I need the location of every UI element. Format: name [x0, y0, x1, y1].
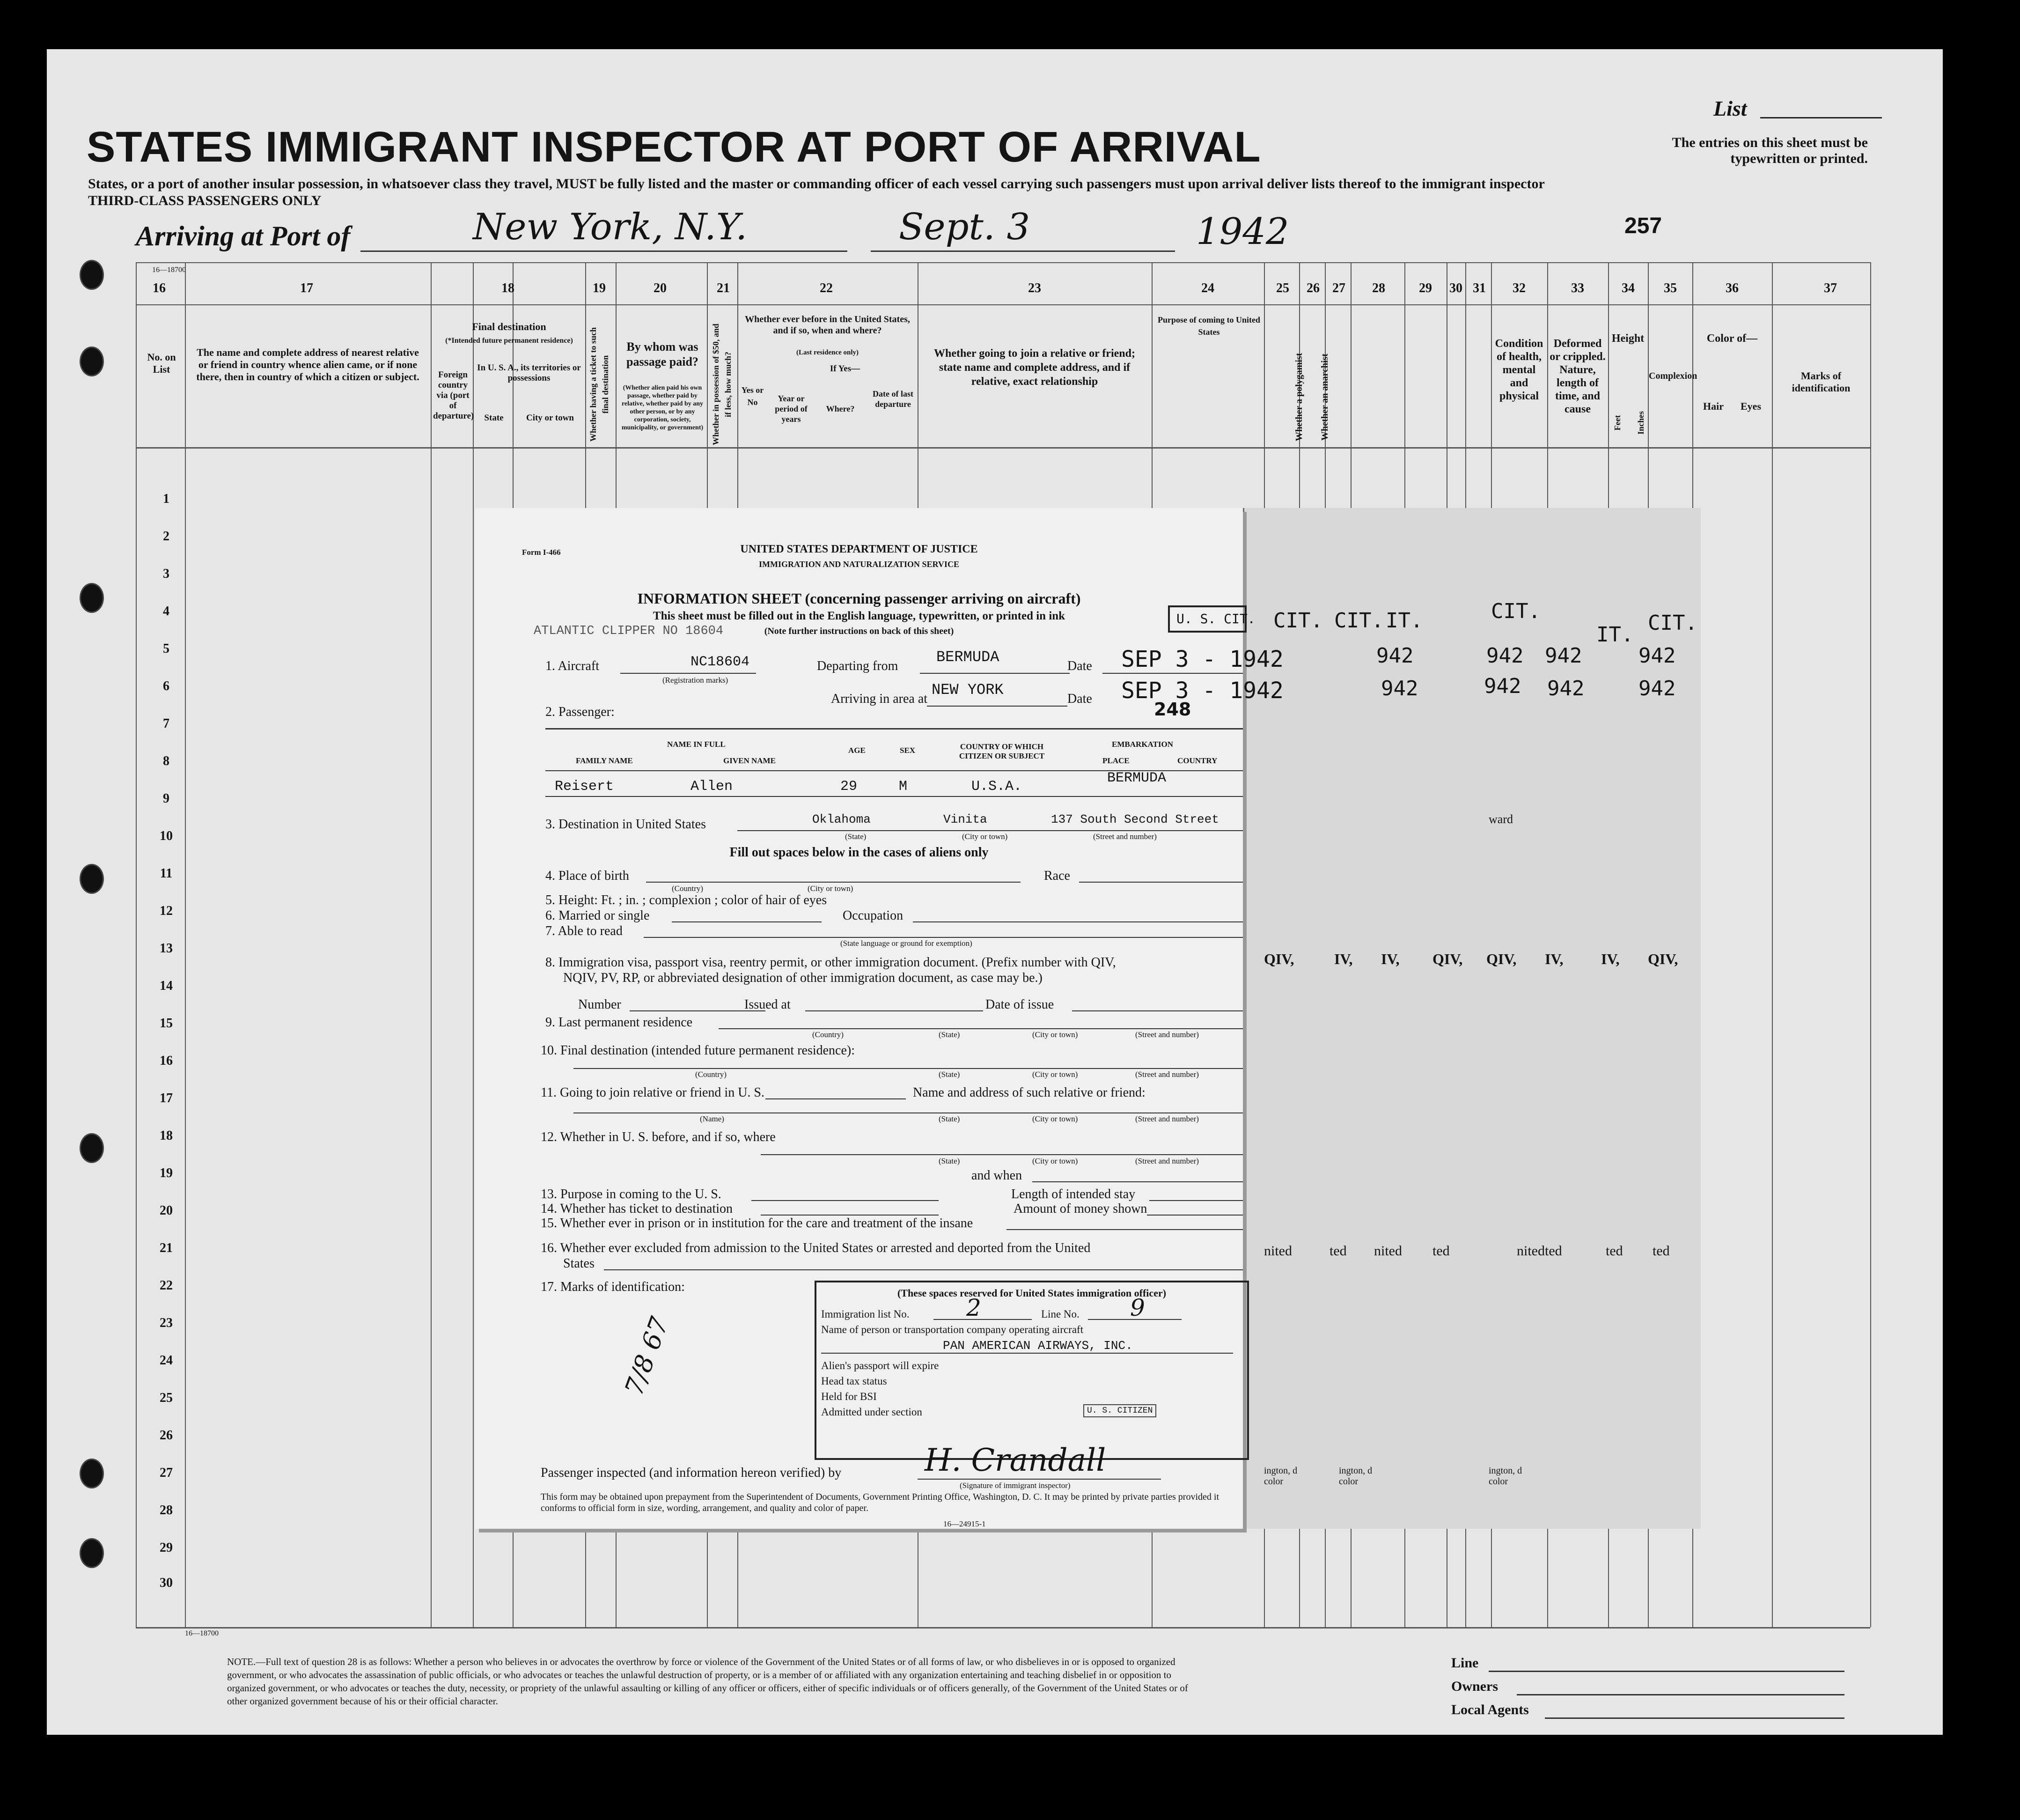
sub-street: (Street and number) [1093, 832, 1157, 841]
sub-street-5: (Street and number) [1135, 1157, 1199, 1165]
header-color-of: Color of— [1706, 332, 1758, 345]
q14b: Amount of money shown [1014, 1201, 1147, 1216]
inspector-signature: H. Crandall [925, 1442, 1106, 1478]
sex: M [899, 779, 908, 795]
sub-city-2: (City or town) [808, 884, 853, 893]
strip-year: 942 [1484, 674, 1521, 698]
column-number: 25 [1276, 281, 1289, 295]
column-number: 18 [501, 281, 514, 295]
dest-line [737, 830, 1243, 831]
strip-ington: ington, d color [1264, 1466, 1298, 1487]
strip-qiv: QIV, [1432, 951, 1463, 967]
age: 29 [840, 779, 858, 795]
col-country2: COUNTRY [1177, 756, 1218, 765]
header-yes-or-no: Yes or No [741, 385, 764, 407]
row-number: 7 [163, 716, 169, 731]
row-number: 8 [163, 754, 169, 768]
header-city: City or town [526, 413, 574, 423]
aircraft-value: NC18604 [690, 654, 750, 670]
strip-year: 942 [1376, 644, 1414, 668]
strip-cit: CIT. [1648, 611, 1697, 635]
header-year-period: Year or period of years [775, 394, 808, 424]
row-number: 13 [160, 941, 173, 956]
punch-hole [80, 864, 104, 894]
row-number: 16 [160, 1054, 173, 1068]
passport-expire: Alien's passport will expire [821, 1360, 939, 1371]
strip-ted: ted [1653, 1243, 1670, 1259]
strip-year: 942 [1486, 644, 1524, 668]
departing-line [920, 673, 1070, 674]
strip-qiv: QIV, [1264, 951, 1294, 967]
inspected-label: Passenger inspected (and information hereon verified) by [541, 1466, 842, 1480]
q7: 7. Able to read [545, 924, 623, 938]
strip-ted: ted [1545, 1243, 1562, 1259]
date-arrival: SEP 3 - 1942 [1121, 678, 1284, 704]
given-name: Allen [690, 779, 733, 795]
list-label: List [1713, 96, 1747, 120]
form-footer-code: 16—24915-1 [943, 1519, 986, 1528]
dest-state: Oklahoma [812, 812, 871, 826]
date-line [871, 251, 1175, 252]
row-number: 18 [160, 1128, 173, 1143]
strip-cit: CIT. [1491, 599, 1541, 623]
arriving-line [927, 706, 1067, 707]
q6-line [672, 921, 822, 922]
strip-united: nited [1374, 1243, 1402, 1259]
col-family: FAMILY NAME [576, 756, 633, 765]
arriving-label: Arriving in area at [831, 692, 928, 706]
row-number: 26 [160, 1428, 173, 1443]
col-border [136, 262, 137, 1627]
header-ever-before: Whether ever before in the United States, and if so, when and where? [745, 314, 910, 336]
col-embark: EMBARKATION [1112, 740, 1173, 749]
punch-hole [80, 260, 104, 290]
q14-line [761, 1215, 939, 1216]
punch-hole [80, 346, 104, 376]
strip-ington: ington, d color [1339, 1466, 1373, 1487]
q14b-line [1147, 1215, 1243, 1216]
port-handwritten: New York, N.Y. [473, 206, 748, 248]
row-number: 5 [163, 641, 169, 656]
q6-occupation: Occupation [843, 908, 903, 923]
header-nearest-relative: The name and complete address of nearest relative or friend in country whence alien came, or if none there, then in country of which a citizen or subject. [196, 346, 419, 383]
strip-iv: IV, [1334, 951, 1353, 967]
header-hair: Hair [1703, 400, 1724, 412]
sub-city-5: (City or town) [1032, 1114, 1078, 1123]
header-marks: Marks of identification [1792, 370, 1851, 394]
row-number: 4 [163, 604, 169, 619]
row-number: 17 [160, 1091, 173, 1105]
punch-hole [80, 1133, 104, 1163]
sub-country-2: (Country) [812, 1030, 844, 1039]
imm-list-label: Immigration list No. [821, 1308, 910, 1320]
strip-cit: CIT. [1334, 609, 1384, 633]
sub-city-3: (City or town) [1032, 1030, 1078, 1039]
race-line [1079, 882, 1243, 883]
column-number: 37 [1824, 281, 1837, 295]
admitted-under: Admitted under section [821, 1406, 922, 1418]
line-label: Line No. [1041, 1308, 1080, 1320]
header-inches: Inches [1636, 411, 1645, 435]
row-number: 2 [163, 529, 169, 544]
strip-ington: ington, d color [1489, 1466, 1522, 1487]
header-where: Where? [826, 404, 855, 413]
line-no-value: 9 [1130, 1294, 1145, 1321]
citizenship: U.S.A. [971, 779, 1022, 795]
signature-sub: (Signature of immigrant inspector) [960, 1481, 1071, 1490]
q9: 9. Last permanent residence [545, 1015, 693, 1030]
q17: 17. Marks of identification: [541, 1280, 685, 1294]
date-label-2: Date [1067, 692, 1092, 706]
column-number: 29 [1419, 281, 1432, 295]
note-back: (Note further instructions on back of this sheet) [764, 626, 954, 636]
q16b: States [563, 1256, 595, 1271]
grid-line [136, 1627, 1870, 1628]
form-subtitle: This sheet must be filled out in the English language, typewritten, or printed in ink [653, 610, 1065, 622]
q2-label: 2. Passenger: [545, 705, 615, 719]
q11-line [765, 1098, 906, 1099]
row-number: 29 [160, 1540, 173, 1555]
typewritten-note: The entries on this sheet must be typewritten or printed. [1672, 135, 1868, 166]
q8-number: Number [578, 997, 621, 1012]
year-handwritten: 1942 [1196, 211, 1289, 253]
col-border [1870, 262, 1871, 1627]
column-number: 23 [1028, 281, 1041, 295]
admitted-stamp: U. S. CITIZEN [1083, 1404, 1156, 1417]
column-number: 21 [717, 281, 730, 295]
passenger-table-top [545, 728, 1243, 729]
q4-race: Race [1044, 869, 1070, 883]
col-name-full: NAME IN FULL [667, 740, 726, 749]
class-line: THIRD-CLASS PASSENGERS ONLY [88, 193, 322, 208]
row-number: 10 [160, 829, 173, 843]
family-name: Reisert [555, 779, 614, 795]
date-dep-line [1102, 673, 1243, 674]
instructions: States, or a port of another insular possession, in whatsoever class they travel, MUST be fully listed and the master or commanding officer of each vessel carrying such passengers must upon arrival deliver lists thereof to the immigrant inspector THIRD-CLASS PASSENGERS ONLY [88, 176, 1545, 208]
header-possession-50: Whether in possession of $50, and if less, how much? [711, 324, 733, 445]
row-number: 6 [163, 679, 169, 693]
header-if-yes: If Yes— [830, 364, 860, 374]
sub-country: (Country) [672, 884, 704, 893]
column-number: 16 [153, 281, 166, 295]
col-sex: SEX [900, 746, 916, 755]
header-final-destination: Final destination [472, 321, 546, 332]
header-passage-sub: (Whether alien paid his own passage, whether paid by relative, whether paid by any other person, or by any corporation, society, municipality, or government) [621, 384, 704, 431]
signature-line-label: Line [1451, 1655, 1479, 1671]
header-in-usa: In U. S. A., its territories or possessions [477, 363, 581, 383]
row-number: 23 [160, 1316, 173, 1330]
row-number: 25 [160, 1391, 173, 1405]
sub-state-5: (State) [939, 1157, 960, 1165]
date-departure: SEP 3 - 1942 [1121, 646, 1284, 672]
header-no-on-list: No. on List [147, 351, 176, 375]
header-date-departure: Date of last departure [873, 389, 913, 409]
clipper-stamp: ATLANTIC CLIPPER NO 18604 [534, 624, 724, 638]
sub-name: (Name) [700, 1114, 724, 1123]
sub-state-4: (State) [939, 1114, 960, 1123]
form-footer: This form may be obtained upon prepayment from the Superintendent of Documents, Government Printing Office, Washington, D. C. It may be printed by private parties provided it conforms to official form in size, wording, arrangement, and quality and color of paper. [541, 1492, 1219, 1513]
local-agents-label: Local Agents [1451, 1702, 1529, 1717]
column-number: 36 [1726, 281, 1739, 295]
q15-line [1006, 1229, 1243, 1230]
aircraft-line [620, 673, 756, 674]
q16: 16. Whether ever excluded from admission to the United States or arrested and deported from the United [541, 1241, 1091, 1255]
strip-ted: ted [1432, 1243, 1450, 1259]
strip-ted: ted [1606, 1243, 1623, 1259]
strip-qiv: QIV, [1486, 951, 1517, 967]
column-number: 19 [593, 281, 606, 295]
signature-line [918, 1479, 1161, 1480]
column-number: 27 [1332, 281, 1345, 295]
q6: 6. Married or single [545, 908, 650, 923]
column-number: 33 [1571, 281, 1584, 295]
department: UNITED STATES DEPARTMENT OF JUSTICE [740, 543, 978, 555]
header-foreign-country: Foreign country via (port of departure) [433, 370, 474, 421]
column-number: 22 [820, 281, 833, 295]
q15: 15. Whether ever in prison or in institution for the care and treatment of the insane [541, 1216, 973, 1231]
q11b: Name and address of such relative or friend: [913, 1085, 1146, 1100]
column-number: 35 [1664, 281, 1677, 295]
sub-country-3: (Country) [695, 1070, 727, 1079]
header-height: Height [1611, 332, 1645, 345]
q3-label: 3. Destination in United States [545, 817, 706, 832]
column-number: 31 [1473, 281, 1486, 295]
q13b-line [1149, 1200, 1243, 1201]
q12: 12. Whether in U. S. before, and if so, where [541, 1130, 776, 1144]
line-no-line [1088, 1319, 1182, 1320]
q8-date-line [1072, 1010, 1243, 1011]
q7-line [644, 937, 1243, 938]
owners-label: Owners [1451, 1679, 1498, 1694]
handwritten-marks: 7/8 67 [619, 1313, 675, 1400]
reg-marks: (Registration marks) [662, 676, 728, 685]
sub-city: (City or town) [962, 832, 1008, 841]
q12b: and when [971, 1168, 1022, 1183]
sub-street-4: (Street and number) [1135, 1114, 1199, 1123]
q8-date: Date of issue [985, 997, 1054, 1012]
column-number: 26 [1307, 281, 1320, 295]
q16-line [604, 1269, 1243, 1270]
q8-issued-line [805, 1010, 983, 1011]
grid-line [136, 304, 1870, 305]
held-bsi: Held for BSI [821, 1391, 877, 1402]
imm-list-line [933, 1319, 1032, 1320]
form-code-bottom: 16—18700 [185, 1629, 219, 1637]
strip-year: 942 [1638, 644, 1676, 668]
strip-iv: IV, [1601, 951, 1620, 967]
strip-year: 942 [1381, 677, 1418, 700]
sub-street-2: (Street and number) [1135, 1030, 1199, 1039]
departing-value: BERMUDA [936, 648, 999, 666]
row-number: 19 [160, 1166, 173, 1180]
header-state: State [484, 413, 504, 423]
row-number: 24 [160, 1353, 173, 1368]
punch-hole [80, 1459, 104, 1488]
column-number: 24 [1201, 281, 1214, 295]
departing-label: Departing from [817, 659, 898, 673]
col-border [473, 262, 474, 1627]
header-join-relative: Whether going to join a relative or friend; state name and complete address, and if relative, exact relationship [934, 347, 1135, 388]
punch-hole [80, 583, 104, 613]
strip-ted: ted [1330, 1243, 1347, 1259]
local-agents-rule [1545, 1717, 1844, 1719]
uscit-stamp: U. S. CIT. [1176, 611, 1256, 626]
date-label: Date [1067, 659, 1092, 673]
sub-state-3: (State) [939, 1070, 960, 1079]
officer-box [815, 1281, 1249, 1460]
q10-line [573, 1068, 1243, 1069]
q13: 13. Purpose in coming to the U. S. [541, 1187, 721, 1201]
arriving-label: Arriving at Port of [136, 221, 351, 251]
grid-line [136, 447, 1870, 449]
sub-state: (State) [845, 832, 867, 841]
q12-line [761, 1154, 1243, 1155]
col-given: GIVEN NAME [723, 756, 776, 765]
strip-cit: IT. [1386, 609, 1423, 633]
q13-line [751, 1200, 939, 1201]
header-purpose: Purpose of coming to United States [1158, 315, 1260, 337]
q13b: Length of intended stay [1011, 1187, 1136, 1201]
form-title: INFORMATION SHEET (concerning passenger arriving on aircraft) [637, 590, 1081, 607]
header-anarchist: Whether an anarchist [1320, 354, 1330, 441]
col-border [185, 262, 186, 1627]
col-border [1772, 262, 1773, 1627]
strip-year: 942 [1638, 677, 1676, 700]
header-feet: Feet [1613, 415, 1622, 431]
column-number: 28 [1372, 281, 1385, 295]
date-handwritten: Sept. 3 [899, 206, 1030, 248]
q4: 4. Place of birth [545, 869, 629, 883]
strip-united: nited [1264, 1243, 1292, 1259]
strip-year: 942 [1545, 644, 1582, 668]
head-tax: Head tax status [821, 1375, 887, 1387]
q8: 8. Immigration visa, passport visa, reentry permit, or other immigration document. (Prefix number with QIV, [545, 955, 1116, 970]
form-code: 16—18700 [152, 266, 186, 274]
operator-value: PAN AMERICAN AIRWAYS, INC. [943, 1339, 1133, 1353]
header-final-destination-sub: (*Intended future permanent residence) [445, 337, 573, 345]
q8b: NQIV, PV, RP, or abbreviated designation of other immigration document, as case may be.) [563, 971, 1043, 985]
owners-rule [1517, 1694, 1844, 1695]
strip-cit: CIT. [1273, 609, 1323, 633]
q4-line [646, 882, 1021, 883]
row-number: 20 [160, 1203, 173, 1218]
row-number: 9 [163, 791, 169, 806]
row-number: 28 [160, 1503, 173, 1518]
header-polygamist: Whether a polygamist [1294, 353, 1304, 442]
row-number: 30 [160, 1576, 173, 1590]
service: IMMIGRATION AND NATURALIZATION SERVICE [759, 560, 959, 569]
page-number: 257 [1624, 214, 1662, 238]
arriving-value: NEW YORK [932, 681, 1004, 699]
sub-street-3: (Street and number) [1135, 1070, 1199, 1079]
row-number: 3 [163, 567, 169, 581]
embark-place: BERMUDA [1107, 770, 1167, 786]
row-number: 1 [163, 492, 169, 506]
signature-line-rule [1489, 1671, 1844, 1672]
grid-line [136, 262, 1870, 263]
row-number: 22 [160, 1278, 173, 1293]
strip-year: 942 [1547, 677, 1585, 700]
occupation-line [913, 921, 1243, 922]
col-place: PLACE [1102, 756, 1130, 765]
q11: 11. Going to join relative or friend in U. S. [541, 1085, 764, 1100]
header-condition: Condition of health, mental and physical [1495, 338, 1543, 402]
header-deformed: Deformed or crippled. Nature, length of time, and cause [1550, 338, 1606, 415]
dest-city: Vinita [943, 812, 987, 826]
col-border [431, 262, 432, 1627]
dest-street: 137 South Second Street [1051, 812, 1219, 826]
strip-iv: IV, [1545, 951, 1564, 967]
footnote-q28: NOTE.—Full text of question 28 is as follows: Whether a person who believes in or advocates the overthrow by force or violence of the Government of the United States or of all forms of law, or who disbelieves in or is opposed to organized government, or who advocates the assassination of public officials, or who advocates or teaches the unlawful destruction of property, or is a member of or affiliated with any organization entertaining and teaching disbelief in or opposition to organized government, or who advocates or teaches the duty, necessity, or propriety of the unlawful assaulting or killing of any officer or officers, either of specific individuals or of officers generally, of the Government of the United States or of other organized government because of his or their official character. [227, 1656, 1188, 1707]
officer-title: (These spaces reserved for United States immigration officer) [897, 1287, 1167, 1299]
operator-line [821, 1353, 1233, 1354]
aliens-only: Fill out spaces below in the cases of aliens only [729, 845, 989, 860]
number-248: 248 [1154, 699, 1191, 720]
row-number: 11 [160, 866, 173, 881]
column-number: 32 [1513, 281, 1526, 295]
header-last-residence: (Last residence only) [796, 349, 859, 356]
header-eyes: Eyes [1741, 400, 1761, 412]
strip-iv: IV, [1381, 951, 1400, 967]
row-number: 15 [160, 1016, 173, 1031]
passenger-table-bottom [545, 796, 1243, 797]
header-passage-paid: By whom was passage paid? [626, 340, 698, 368]
q12b-line [1032, 1181, 1243, 1182]
row-number: 27 [160, 1466, 173, 1480]
strip-ward: ward [1489, 812, 1513, 826]
column-number: 34 [1622, 281, 1635, 295]
q8-issued: Issued at [744, 997, 791, 1012]
port-line [360, 251, 847, 252]
row-number: 21 [160, 1241, 173, 1255]
row-number: 14 [160, 979, 173, 993]
sub-city-4: (City or town) [1032, 1070, 1078, 1079]
sub-state-2: (State) [939, 1030, 960, 1039]
q9-line [719, 1028, 1243, 1029]
sub-city-6: (City or town) [1032, 1157, 1078, 1165]
header-complexion: Complexion [1649, 371, 1697, 381]
col-country: COUNTRY OF WHICH CITIZEN OR SUBJECT [959, 742, 1045, 760]
punch-hole [80, 1538, 104, 1568]
column-number: 30 [1449, 281, 1462, 295]
q5: 5. Height: Ft. ; in. ; complexion ; color of hair of eyes [545, 893, 827, 907]
row-number: 12 [160, 904, 173, 918]
manifest-title: STATES IMMIGRANT INSPECTOR AT PORT OF ARRIVAL [87, 123, 1261, 171]
strip-qiv: QIV, [1648, 951, 1678, 967]
col-age: AGE [848, 746, 866, 755]
column-number: 17 [300, 281, 313, 295]
header-ticket: Whether having a ticket to such final destination [588, 327, 610, 442]
q10: 10. Final destination (intended future permanent residence): [541, 1043, 855, 1058]
operator-label: Name of person or transportation company operating aircraft [821, 1324, 1084, 1335]
column-number: 20 [654, 281, 667, 295]
uscit-stamp-box [1168, 605, 1256, 633]
q14: 14. Whether has ticket to destination [541, 1201, 733, 1216]
strip-united: nited [1517, 1243, 1545, 1259]
strip-cit: IT. [1596, 623, 1634, 647]
form-number: Form I-466 [522, 548, 561, 557]
q1-label: 1. Aircraft [545, 659, 600, 673]
imm-list-value: 2 [966, 1294, 981, 1321]
list-number-line [1760, 117, 1882, 118]
q7-sub: (State language or ground for exemption) [840, 939, 972, 948]
